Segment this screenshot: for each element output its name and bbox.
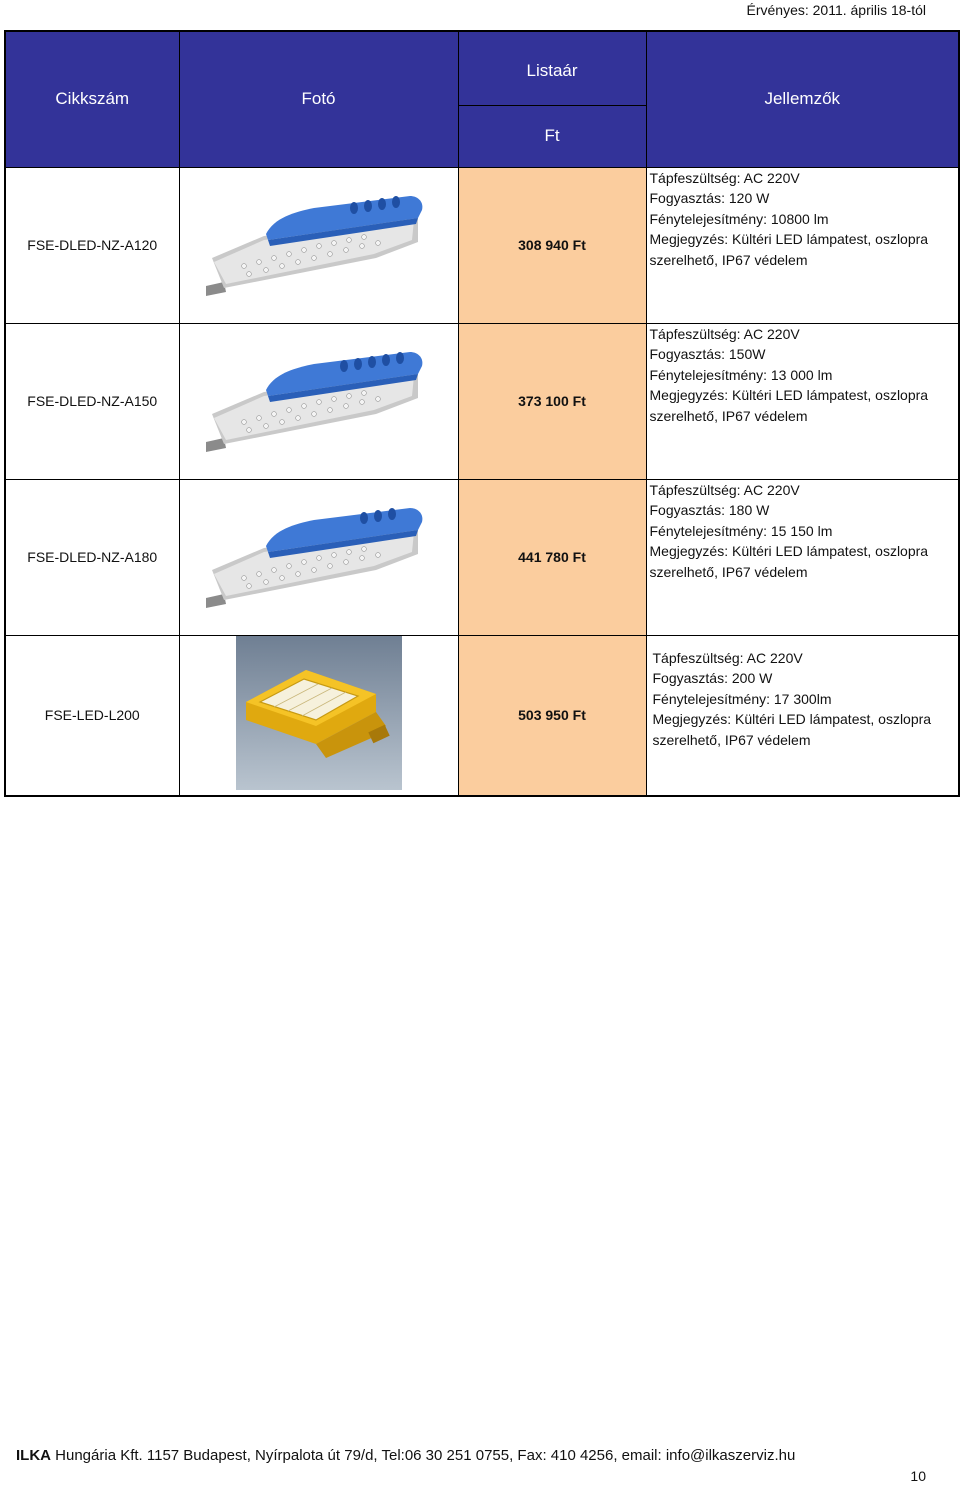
feature-line: Tápfeszültség: AC 220V (649, 169, 800, 186)
footer-company-info (16, 1447, 795, 1464)
table-row (5, 323, 959, 479)
column-header-price-unit: Ft (458, 105, 646, 167)
table-row (5, 635, 959, 796)
led-street-lamp-yellow-icon (236, 636, 402, 790)
led-street-lamp-blue-icon (204, 500, 434, 610)
table-row (5, 479, 959, 635)
footer-brand: ILKA (16, 1447, 51, 1464)
product-features (646, 323, 959, 479)
list-price: 441 780 Ft (458, 479, 646, 635)
feature-line: Fénytelejesítmény: 17 300lm (652, 690, 832, 707)
table-row (5, 167, 959, 323)
product-photo (179, 323, 458, 479)
price-list-table (4, 30, 960, 797)
list-price: 373 100 Ft (458, 323, 646, 479)
feature-line: Tápfeszültség: AC 220V (649, 481, 800, 498)
product-photo (179, 167, 458, 323)
product-photo (179, 635, 458, 796)
feature-line: Megjegyzés: Kültéri LED lámpatest, oszlopra (652, 711, 932, 727)
column-header-code: Cikkszám (5, 31, 179, 167)
footer-address: Hungária Kft. 1157 Budapest, Nyírpalota út 79/d, Tel:06 30 251 0755, Fax: 410 4256, email: info@ilkaszerviz.hu (51, 1447, 796, 1464)
feature-line: Megjegyzés: Kültéri LED lámpatest, oszlopra (649, 387, 929, 403)
column-header-price: Listaár (458, 31, 646, 105)
product-features (646, 635, 959, 796)
column-header-photo: Fotó (179, 31, 458, 167)
feature-line: Fogyasztás: 120 W (649, 190, 770, 206)
feature-line: szerelhető, IP67 védelem (649, 407, 808, 424)
feature-line: Fénytelejesítmény: 13 000 lm (649, 366, 833, 383)
feature-line: Tápfeszültség: AC 220V (652, 649, 803, 666)
led-street-lamp-blue-icon (204, 344, 434, 454)
product-code: FSE-DLED-NZ-A120 (5, 167, 179, 323)
list-price: 503 950 Ft (458, 635, 646, 796)
product-code: FSE-DLED-NZ-A150 (5, 323, 179, 479)
product-photo (179, 479, 458, 635)
column-header-features: Jellemzők (646, 31, 959, 167)
list-price: 308 940 Ft (458, 167, 646, 323)
feature-line: Fogyasztás: 200 W (652, 670, 773, 686)
product-code: FSE-LED-L200 (5, 635, 179, 796)
validity-date: Érvényes: 2011. április 18-tól (746, 2, 926, 18)
product-features (646, 479, 959, 635)
feature-line: Megjegyzés: Kültéri LED lámpatest, oszlopra (649, 543, 929, 559)
feature-line: szerelhető, IP67 védelem (649, 563, 808, 580)
led-street-lamp-blue-icon (204, 188, 434, 298)
feature-line: Fénytelejesítmény: 15 150 lm (649, 522, 833, 539)
feature-line: szerelhető, IP67 védelem (649, 251, 808, 268)
product-features (646, 167, 959, 323)
page-number: 10 (910, 1468, 926, 1484)
table-header-row (5, 31, 959, 105)
feature-line: Megjegyzés: Kültéri LED lámpatest, oszlopra (649, 231, 929, 247)
feature-line: szerelhető, IP67 védelem (652, 731, 811, 748)
feature-line: Tápfeszültség: AC 220V (649, 325, 800, 342)
product-code: FSE-DLED-NZ-A180 (5, 479, 179, 635)
feature-line: Fénytelejesítmény: 10800 lm (649, 210, 829, 227)
feature-line: Fogyasztás: 180 W (649, 502, 770, 518)
feature-line: Fogyasztás: 150W (649, 346, 766, 362)
